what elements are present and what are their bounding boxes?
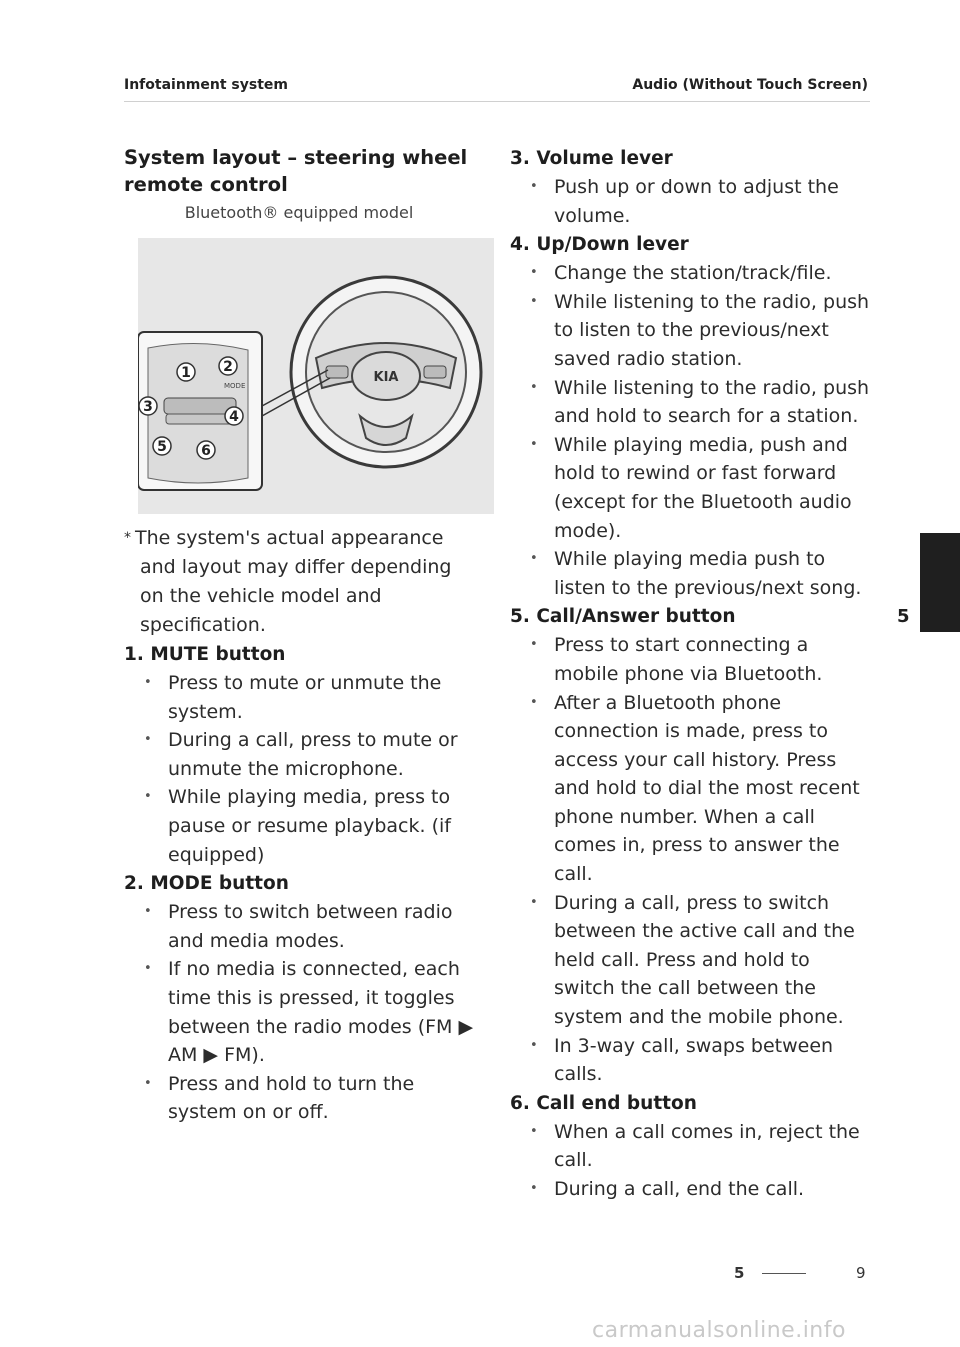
item-title: 4. Up/Down lever bbox=[510, 234, 689, 256]
steering-wheel-illustration bbox=[138, 238, 494, 514]
list-item: • After a Bluetooth phone connection is made, press to access your call history. Press and hold to dial the most recent phone number. When a call comes in, press to answer the call. bbox=[510, 689, 870, 889]
steering-wheel-figure bbox=[138, 238, 494, 514]
callout-6: 6 bbox=[201, 443, 211, 459]
callout-3: 3 bbox=[143, 399, 153, 415]
item-volume bbox=[510, 144, 870, 230]
list-item: • While playing media, push and hold to rewind or fast forward (except for the Bluetooth audio mode). bbox=[510, 431, 870, 545]
item-call-end bbox=[510, 1089, 870, 1204]
item-title: 2. MODE button bbox=[124, 873, 289, 895]
list-item: • While listening to the radio, push and hold to search for a station. bbox=[510, 374, 870, 431]
callout-4: 4 bbox=[229, 409, 239, 425]
site-watermark: carmanualsonline.info bbox=[592, 1318, 846, 1343]
running-header-section: Audio (Without Touch Screen) bbox=[632, 77, 868, 93]
callout-5: 5 bbox=[157, 439, 167, 455]
note-asterisk: * bbox=[124, 530, 131, 546]
left-column bbox=[124, 144, 474, 1127]
list-item: • During a call, press to mute or unmute the microphone. bbox=[124, 726, 474, 783]
callout-2: 2 bbox=[223, 359, 233, 375]
item-call-answer bbox=[510, 602, 870, 1089]
list-item: • Press and hold to turn the system on or off. bbox=[124, 1070, 474, 1127]
chapter-tab-number: 5 bbox=[897, 606, 910, 627]
list-item: • During a call, press to switch between the active call and the held call. Press and hold to switch the call between the system and the mobile phone. bbox=[510, 889, 870, 1032]
item-up-down bbox=[510, 230, 870, 602]
item-mute bbox=[124, 640, 474, 869]
running-header-chapter: Infotainment system bbox=[124, 77, 288, 93]
section-title-line2: remote control bbox=[124, 173, 288, 196]
footer-page-number: 9 bbox=[856, 1264, 866, 1282]
item-title: 5. Call/Answer button bbox=[510, 606, 736, 628]
list-item: • In 3-way call, swaps between calls. bbox=[510, 1032, 870, 1089]
list-item: • Change the station/track/file. bbox=[510, 259, 870, 288]
section-title bbox=[124, 144, 474, 198]
list-item: • While playing media, press to pause or resume playback. (if equipped) bbox=[124, 783, 474, 869]
item-title: 1. MUTE button bbox=[124, 644, 286, 665]
footer-chapter-number: 5 bbox=[734, 1264, 745, 1282]
list-item: • Press to switch between radio and media modes. bbox=[124, 898, 474, 955]
item-title: 3. Volume lever bbox=[510, 148, 673, 169]
section-title-line1: System layout – steering wheel bbox=[124, 146, 468, 169]
list-item: • During a call, end the call. bbox=[510, 1175, 870, 1204]
header-divider bbox=[124, 101, 870, 102]
note-text: The system's actual appearance and layout may differ depending on the vehicle model and specification. bbox=[135, 527, 452, 636]
list-item: • While playing media push to listen to the previous/next song. bbox=[510, 545, 870, 602]
list-item: • Push up or down to adjust the volume. bbox=[510, 173, 870, 230]
button-inset-drawing bbox=[138, 332, 262, 490]
right-column bbox=[510, 144, 870, 1204]
chapter-side-tab bbox=[920, 533, 960, 632]
callout-1: 1 bbox=[181, 365, 191, 381]
mode-key-label: MODE bbox=[224, 382, 246, 390]
figure-caption: Bluetooth® equipped model bbox=[184, 203, 414, 222]
item-title: 6. Call end button bbox=[510, 1092, 697, 1114]
footer-divider bbox=[762, 1273, 806, 1274]
item-mode bbox=[124, 869, 474, 1127]
list-item: • If no media is connected, each time this is pressed, it toggles between the radio modes (FM ▶ AM ▶ FM). bbox=[124, 955, 474, 1069]
list-item: • When a call comes in, reject the call. bbox=[510, 1118, 870, 1175]
list-item: • While listening to the radio, push to listen to the previous/next saved radio station. bbox=[510, 288, 870, 374]
list-item: • Press to start connecting a mobile phone via Bluetooth. bbox=[510, 631, 870, 688]
appearance-note bbox=[124, 524, 474, 640]
list-item: • Press to mute or unmute the system. bbox=[124, 669, 474, 726]
steering-wheel-logo: KIA bbox=[373, 370, 399, 385]
